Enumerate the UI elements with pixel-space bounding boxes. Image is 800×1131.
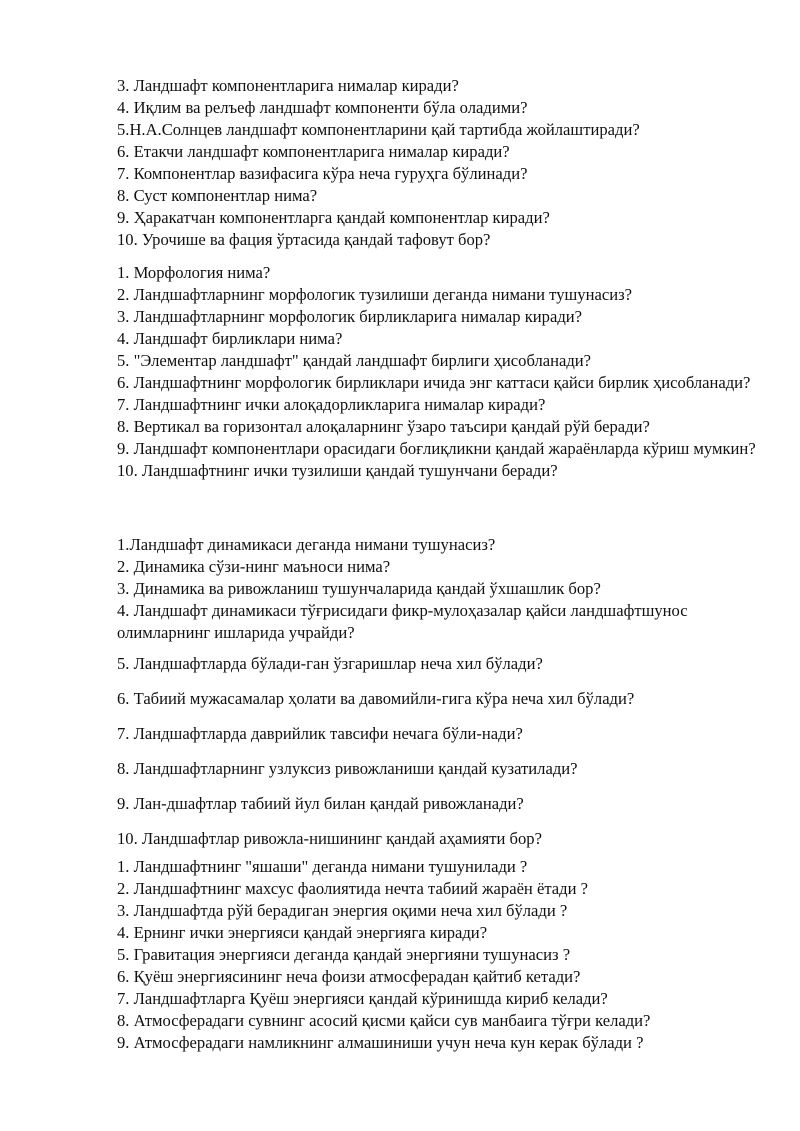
question-line: 3. Ландшафт компонентларига нималар киради? xyxy=(117,76,459,95)
question-line: 6. Етакчи ландшафт компонентларига нималар киради? xyxy=(117,142,510,161)
question-line: 6. Ландшафтнинг морфологик бирликлари ичида энг каттаси қайси бирлик ҳисобланади? xyxy=(117,373,751,392)
question-line: 9. Ландшафт компонентлари орасидаги боғлиқликни қандай жараёнларда кўриш мумкин? xyxy=(117,439,756,458)
question-line: 10. Урочише ва фация ўртасида қандай тафовут бор? xyxy=(117,230,491,249)
question-line: 1. Морфология нима? xyxy=(117,263,271,282)
question-line: 1. Ландшафтнинг "яшаши" деганда нимани тушунилади ? xyxy=(117,857,528,876)
question-block-changes xyxy=(117,653,757,863)
question-line: 2. Ландшафтнинг махсус фаолиятида нечта табиий жараён ётади ? xyxy=(117,879,588,898)
question-line: 9. Ҳаракатчан компонентларга қандай компонентлар киради? xyxy=(117,208,550,227)
question-line: 8. Суст компонентлар нима? xyxy=(117,186,318,205)
question-line: 7. Ландшафтларга Қуёш энергияси қандай кўринишда кириб келади? xyxy=(117,989,608,1008)
question-line: 4. Ландшафт динамикаси тўғрисидаги фикр-мулоҳазалар қайси ландшафтшунос олимларнинг ишларида учрайди? xyxy=(117,601,688,642)
question-line: 6. Табиий мужасамалар ҳолати ва давомийли-гига кўра неча хил бўлади? xyxy=(117,689,635,708)
question-line: 5. Гравитация энергияси деганда қандай энергияни тушунасиз ? xyxy=(117,945,571,964)
question-line: 8. Вертикал ва горизонтал алоқаларнинг ўзаро таъсири қандай рўй беради? xyxy=(117,417,650,436)
question-line: 7. Компонентлар вазифасига кўра неча гуруҳга бўлинади? xyxy=(117,164,528,183)
question-block-energy xyxy=(117,856,757,1054)
question-line: 3. Ландшафтда рўй берадиган энергия оқими неча хил бўлади ? xyxy=(117,901,568,920)
question-line: 7. Ландшафтларда даврийлик тавсифи нечага бўли-нади? xyxy=(117,724,523,743)
question-line: 2. Динамика сўзи-нинг маъноси нима? xyxy=(117,557,391,576)
question-line: 5. "Элементар ландшафт" қандай ландшафт бирлиги ҳисобланади? xyxy=(117,351,592,370)
question-block-components xyxy=(117,75,757,251)
question-line: 10. Ландшафтнинг ички тузилиши қандай тушунчани беради? xyxy=(117,461,558,480)
question-line: 7. Ландшафтнинг ички алоқадорликларига нималар киради? xyxy=(117,395,546,414)
question-line: 6. Қуёш энергиясининг неча фоизи атмосферадан қайтиб кетади? xyxy=(117,967,581,986)
question-line: 4. Ландшафт бирликлари нима? xyxy=(117,329,343,348)
question-line: 9. Лан-дшафтлар табиий йул билан қандай ривожланади? xyxy=(117,794,524,813)
question-line: 1.Ландшафт динамикаси деганда нимани тушунасиз? xyxy=(117,535,496,554)
question-line: 8. Атмосферадаги сувнинг асосий қисми қайси сув манбаига тўғри келади? xyxy=(117,1011,651,1030)
question-line: 10. Ландшафтлар ривожла-нишининг қандай аҳамияти бор? xyxy=(117,829,542,848)
question-line: 3. Динамика ва ривожланиш тушунчаларида қандай ўхшашлик бор? xyxy=(117,579,601,598)
question-line: 3. Ландшафтларнинг морфологик бирликларига нималар киради? xyxy=(117,307,583,326)
question-line: 2. Ландшафтларнинг морфологик тузилиши деганда нимани тушунасиз? xyxy=(117,285,632,304)
question-block-morphology xyxy=(117,262,757,482)
question-line: 4. Иқлим ва релъеф ландшафт компоненти бўла оладими? xyxy=(117,98,528,117)
question-line: 9. Атмосферадаги намликнинг алмашиниши учун неча кун керак бўлади ? xyxy=(117,1033,644,1052)
question-line: 5.Н.А.Солнцев ландшафт компонентларини қай тартибда жойлаштиради? xyxy=(117,120,640,139)
question-block-dynamics xyxy=(117,534,757,644)
question-line: 5. Ландшафтларда бўлади-ган ўзгаришлар неча хил бўлади? xyxy=(117,654,543,673)
question-line: 8. Ландшафтларнинг узлуксиз ривожланиши қандай кузатилади? xyxy=(117,759,578,778)
question-line: 4. Ернинг ички энергияси қандай энергияга киради? xyxy=(117,923,488,942)
